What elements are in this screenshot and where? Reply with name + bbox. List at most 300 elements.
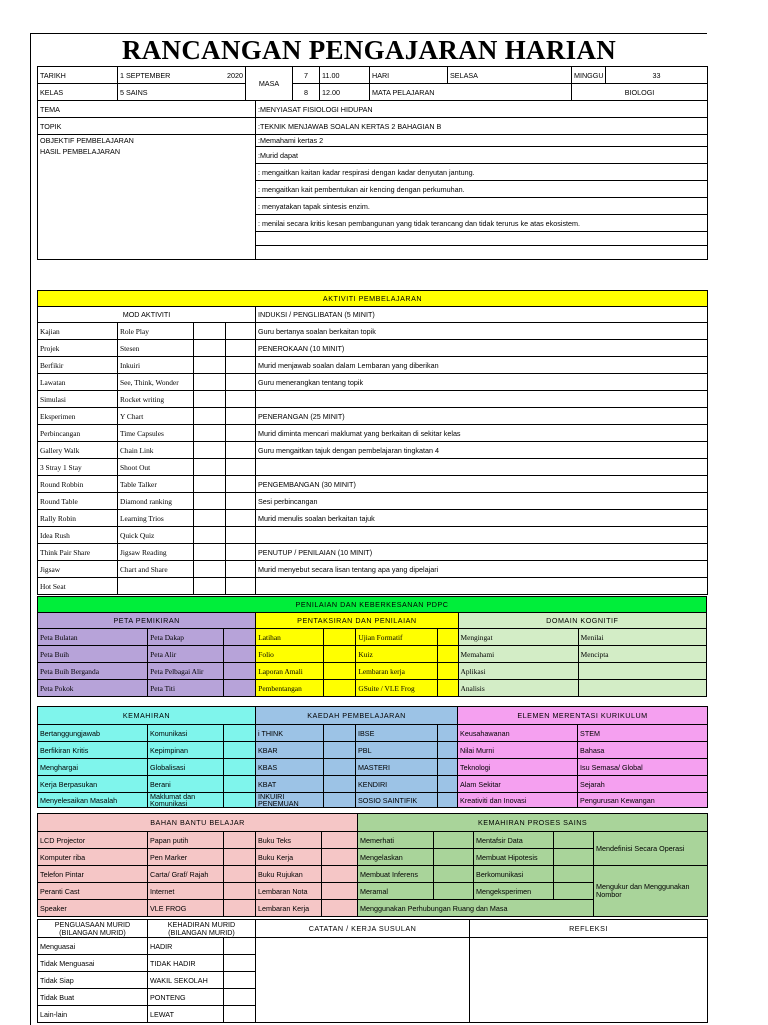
hari-value: SELASA <box>448 67 572 84</box>
mod-aktiviti-blank <box>226 442 256 459</box>
penilaian-row <box>38 663 707 680</box>
topik-value: :TEKNIK MENJAWAB SOALAN KERTAS 2 BAHAGIAN B <box>256 118 708 135</box>
peta-item: Peta Titi <box>148 680 224 697</box>
penilaian-row <box>38 680 707 697</box>
aktiviti-desc: Guru mengaitkan tajuk dengan pembelajaran tingkatan 4 <box>256 442 708 459</box>
peta-blank <box>224 663 256 680</box>
peta-item: Peta Buih Berganda <box>38 663 148 680</box>
refleksi-header: REFLEKSI <box>470 920 708 938</box>
masa-period-1: 7 <box>293 67 320 84</box>
kehadiran-item: TIDAK HADIR <box>148 955 224 972</box>
aktiviti-row <box>38 442 708 459</box>
mod-aktiviti-blank <box>226 527 256 544</box>
peta-item: Peta Buih <box>38 646 148 663</box>
mod-aktiviti-a: Rally Robin <box>38 510 118 527</box>
mod-aktiviti-a: Kajian <box>38 323 118 340</box>
proses-blank <box>434 849 474 866</box>
catatan-area <box>256 938 470 1023</box>
aktiviti-desc: Murid menyebut secara lisan tentang apa yang dipelajari <box>256 561 708 578</box>
pentaksiran-item: Lembaran kerja <box>356 663 438 680</box>
kaedah-item: KBAR <box>256 742 324 759</box>
kemahiran-item: Berfikiran Kritis <box>38 742 148 759</box>
bahan-blank <box>322 849 358 866</box>
peta-item: Peta Dakap <box>148 629 224 646</box>
mod-aktiviti-b: Rocket writing <box>118 391 194 408</box>
bahan-item: Pen Marker <box>148 849 224 866</box>
peta-item: Peta Alir <box>148 646 224 663</box>
bahan-blank <box>224 900 256 917</box>
kaedah-blank <box>324 793 356 808</box>
minggu-label: MINGGU <box>572 67 606 84</box>
mod-aktiviti-blank <box>226 578 256 595</box>
peta-blank <box>224 646 256 663</box>
proses-item: Mengeksperimen <box>474 883 554 900</box>
peta-item: Peta Pokok <box>38 680 148 697</box>
domain-item: Menilai <box>578 629 706 646</box>
hasil-line: : menyatakan tapak sintesis enzim. <box>256 198 708 215</box>
bahan-blank <box>322 832 358 849</box>
hasil-line <box>256 246 708 260</box>
mod-aktiviti-a: 3 Stray 1 Stay <box>38 459 118 476</box>
aktiviti-row <box>38 578 708 595</box>
penguasaan-table <box>37 919 708 1023</box>
mod-aktiviti-blank <box>226 544 256 561</box>
tema-value: :MENYIASAT FISIOLOGI HIDUPAN <box>256 101 708 118</box>
peta-blank <box>224 680 256 697</box>
bahan-table <box>37 813 708 917</box>
kaedah-blank <box>438 759 458 776</box>
mod-aktiviti-blank <box>226 408 256 425</box>
hasil-line: : menilai secara kritis kesan pembangunan yang tidak terancang dan tidak terurus ke atas ekosistem. <box>256 215 708 232</box>
aktiviti-row <box>38 425 708 442</box>
aktiviti-desc: PENEROKAAN (10 MINIT) <box>256 340 708 357</box>
aktiviti-row <box>38 374 708 391</box>
bahan-item: Buku Kerja <box>256 849 322 866</box>
kemahiran-item: Menyelesaikan Masalah <box>38 793 148 808</box>
mod-aktiviti-b: Table Talker <box>118 476 194 493</box>
pentaksiran-item: Folio <box>256 646 324 663</box>
bahan-blank <box>224 832 256 849</box>
mod-aktiviti-a: Gallery Walk <box>38 442 118 459</box>
kaedah-blank <box>324 725 356 742</box>
aktiviti-desc <box>256 391 708 408</box>
mata-pelajaran-label: MATA PELAJARAN <box>370 84 572 101</box>
pentaksiran-item: Latihan <box>256 629 324 646</box>
masa-label: MASA <box>246 67 293 101</box>
bahan-header: BAHAN BANTU BELAJAR <box>38 814 358 832</box>
bahan-blank <box>224 849 256 866</box>
tarikh-label: TARIKH <box>38 67 118 84</box>
aktiviti-row <box>38 323 708 340</box>
info-table <box>37 66 708 101</box>
mod-aktiviti-b: Learning Trios <box>118 510 194 527</box>
tarikh-day: 1 SEPTEMBER <box>120 70 171 80</box>
pentaksiran-header: PENTAKSIRAN DAN PENILAIAN <box>256 613 458 629</box>
elemen-item: Nilai Murni <box>458 742 578 759</box>
proses-header: KEMAHIRAN PROSES SAINS <box>358 814 708 832</box>
domain-item: Analisis <box>458 680 578 697</box>
kemahiran-item: Menghargai <box>38 759 148 776</box>
bahan-item: Lembaran Kerja <box>256 900 322 917</box>
topic-table <box>37 100 708 260</box>
proses-item: Berkomunikasi <box>474 866 554 883</box>
proses-item: Meramal <box>358 883 434 900</box>
proses-blank <box>554 866 594 883</box>
proses-item-mengukur: Mengukur dan Menggunakan Nombor <box>594 866 708 917</box>
penguasaan-row <box>38 938 708 955</box>
kehadiran-header-line: KEHADIRAN MURID <box>167 919 236 929</box>
tema-label: TEMA <box>38 101 256 118</box>
kaedah-item: SOSIO SAINTIFIK <box>356 793 438 808</box>
bahan-row <box>38 866 708 883</box>
mata-pelajaran-value: BIOLOGI <box>572 84 708 101</box>
kaedah-item: KBAS <box>256 759 324 776</box>
bahan-item: Lembaran Nota <box>256 883 322 900</box>
mod-aktiviti-b: See, Think, Wonder <box>118 374 194 391</box>
hasil-line: :Murid dapat <box>256 147 708 164</box>
kemahiran-item: Maklumat dan Komunikasi <box>148 793 224 808</box>
kemahiran-item: Kepimpinan <box>148 742 224 759</box>
proses-blank <box>434 832 474 849</box>
bahan-item: Internet <box>148 883 224 900</box>
catatan-header: CATATAN / KERJA SUSULAN <box>256 920 470 938</box>
kemahiran-blank <box>224 725 256 742</box>
kemahiran-blank <box>224 776 256 793</box>
kemahiran-item: Bertanggungjawab <box>38 725 148 742</box>
mod-aktiviti-blank <box>194 425 226 442</box>
kemahiran-row <box>38 759 708 776</box>
mod-aktiviti-blank <box>194 408 226 425</box>
kemahiran-blank <box>224 759 256 776</box>
penguasaan-item: Tidak Menguasai <box>38 955 148 972</box>
kaedah-blank <box>438 725 458 742</box>
pentaksiran-item: Kuiz <box>356 646 438 663</box>
proses-blank <box>434 866 474 883</box>
pentaksiran-blank <box>438 646 458 663</box>
kehadiran-count <box>224 972 256 989</box>
kehadiran-item: HADIR <box>148 938 224 955</box>
kehadiran-count <box>224 1006 256 1023</box>
mod-aktiviti-b: Chain Link <box>118 442 194 459</box>
elemen-item: Isu Semasa/ Global <box>578 759 708 776</box>
aktiviti-desc: Murid menjawab soalan dalam Lembaran yang diberikan <box>256 357 708 374</box>
aktiviti-row <box>38 340 708 357</box>
kaedah-item: KBAT <box>256 776 324 793</box>
mod-aktiviti-b: Shoot Out <box>118 459 194 476</box>
kehadiran-item: LEWAT <box>148 1006 224 1023</box>
elemen-item: Pengurusan Kewangan <box>578 793 708 808</box>
penguasaan-item: Tidak Buat <box>38 989 148 1006</box>
kehadiran-header-line: (BILANGAN MURID) <box>168 927 235 937</box>
mod-aktiviti-b: Chart and Share <box>118 561 194 578</box>
aktiviti-row <box>38 544 708 561</box>
bahan-blank <box>322 883 358 900</box>
hasil-line <box>256 232 708 246</box>
mod-aktiviti-blank <box>226 357 256 374</box>
mod-aktiviti-header: MOD AKTIVITI <box>38 307 256 323</box>
lesson-plan-document <box>30 33 707 1025</box>
kemahiran-item: Berani <box>148 776 224 793</box>
page-title: RANCANGAN PENGAJARAN HARIAN <box>121 35 617 65</box>
objektif-label: OBJEKTIF PEMBELAJARAN <box>38 135 256 147</box>
mod-aktiviti-b <box>118 578 194 595</box>
bahan-blank <box>224 883 256 900</box>
minggu-value: 33 <box>606 67 708 84</box>
elemen-item: Bahasa <box>578 742 708 759</box>
pentaksiran-blank <box>438 663 458 680</box>
aktiviti-desc: Guru bertanya soalan berkaitan topik <box>256 323 708 340</box>
kemahiran-row <box>38 725 708 742</box>
proses-item-definisi: Mendefinisi Secara Operasi <box>594 832 708 866</box>
domain-item: Aplikasi <box>458 663 578 680</box>
bahan-item: Buku Rujukan <box>256 866 322 883</box>
hasil-label: HASIL PEMBELAJARAN <box>38 147 256 260</box>
pentaksiran-item: Ujian Formatif <box>356 629 438 646</box>
peta-item: Peta Pelbagai Alir <box>148 663 224 680</box>
proses-item: Membuat Hipotesis <box>474 849 554 866</box>
mod-aktiviti-b: Role Play <box>118 323 194 340</box>
elemen-item: Kreativiti dan Inovasi <box>458 793 578 808</box>
proses-blank <box>434 883 474 900</box>
kelas-label: KELAS <box>38 84 118 101</box>
mod-aktiviti-a: Jigsaw <box>38 561 118 578</box>
elemen-item: Sejarah <box>578 776 708 793</box>
hari-cell <box>370 67 448 84</box>
masa-time-2: 12.00 <box>320 84 370 101</box>
mod-aktiviti-blank <box>226 340 256 357</box>
proses-item: Membuat Inferens <box>358 866 434 883</box>
mod-aktiviti-a: Round Table <box>38 493 118 510</box>
mod-aktiviti-a: Think Pair Share <box>38 544 118 561</box>
elemen-header: ELEMEN MERENTASI KURIKULUM <box>458 707 708 725</box>
peta-item: Peta Bulatan <box>38 629 148 646</box>
hasil-line: : mengaitkan kaitan kadar respirasi dengan kadar denyutan jantung. <box>256 164 708 181</box>
kemahiran-item: Globalisasi <box>148 759 224 776</box>
kehadiran-count <box>224 955 256 972</box>
mod-aktiviti-a: Idea Rush <box>38 527 118 544</box>
mod-aktiviti-a: Projek <box>38 340 118 357</box>
mod-aktiviti-a: Perbincangan <box>38 425 118 442</box>
bahan-blank <box>322 900 358 917</box>
penilaian-row <box>38 646 707 663</box>
bahan-item: Buku Teks <box>256 832 322 849</box>
mod-aktiviti-blank <box>226 476 256 493</box>
kehadiran-item: WAKIL SEKOLAH <box>148 972 224 989</box>
domain-item: Mencipta <box>578 646 706 663</box>
bahan-item: Telefon Pintar <box>38 866 148 883</box>
aktiviti-row <box>38 527 708 544</box>
mod-aktiviti-blank <box>194 510 226 527</box>
tarikh-value <box>118 67 246 84</box>
kaedah-item: PBL <box>356 742 438 759</box>
mod-aktiviti-b: Time Capsules <box>118 425 194 442</box>
mod-aktiviti-blank <box>226 425 256 442</box>
kehadiran-header <box>148 920 256 938</box>
aktiviti-desc: Murid diminta mencari maklumat yang berkaitan di sekitar kelas <box>256 425 708 442</box>
mod-aktiviti-b: Stesen <box>118 340 194 357</box>
mod-aktiviti-b: Quick Quiz <box>118 527 194 544</box>
pentaksiran-blank <box>324 663 356 680</box>
kaedah-blank <box>324 759 356 776</box>
pentaksiran-item: GSuite / VLE Frog <box>356 680 438 697</box>
masa-period-2: 8 <box>293 84 320 101</box>
mod-aktiviti-b: Jigsaw Reading <box>118 544 194 561</box>
proses-item: Memerhati <box>358 832 434 849</box>
proses-blank <box>554 849 594 866</box>
aktiviti-desc <box>256 578 708 595</box>
domain-item: Mengingat <box>458 629 578 646</box>
domain-item <box>578 663 706 680</box>
mod-aktiviti-blank <box>194 493 226 510</box>
kehadiran-item: PONTENG <box>148 989 224 1006</box>
mod-aktiviti-a: Lawatan <box>38 374 118 391</box>
aktiviti-row <box>38 510 708 527</box>
penilaian-table <box>37 596 707 697</box>
kaedah-blank <box>324 776 356 793</box>
aktiviti-desc: PENUTUP / PENILAIAN (10 MINIT) <box>256 544 708 561</box>
objektif-value: :Memahami kertas 2 <box>256 135 708 147</box>
kaedah-blank <box>324 742 356 759</box>
mod-aktiviti-blank <box>194 340 226 357</box>
bahan-item: Komputer riba <box>38 849 148 866</box>
topik-label: TOPIK <box>38 118 256 135</box>
penguasaan-header <box>38 920 148 938</box>
kemahiran-item: Kerja Berpasukan <box>38 776 148 793</box>
kemahiran-table <box>37 706 708 808</box>
aktiviti-row <box>38 476 708 493</box>
mod-aktiviti-blank <box>194 357 226 374</box>
mod-aktiviti-blank <box>226 323 256 340</box>
kemahiran-row <box>38 793 708 808</box>
aktiviti-row <box>38 408 708 425</box>
pentaksiran-blank <box>324 680 356 697</box>
mod-aktiviti-a: Hot Seat <box>38 578 118 595</box>
mod-aktiviti-blank <box>194 527 226 544</box>
mod-aktiviti-blank <box>194 561 226 578</box>
elemen-item: Keusahawanan <box>458 725 578 742</box>
elemen-item: Teknologi <box>458 759 578 776</box>
domain-item: Memahami <box>458 646 578 663</box>
peta-pemikiran-header: PETA PEMIKIRAN <box>38 613 256 629</box>
bahan-item: LCD Projector <box>38 832 148 849</box>
aktiviti-row <box>38 357 708 374</box>
mod-aktiviti-blank <box>226 493 256 510</box>
mod-aktiviti-blank <box>226 561 256 578</box>
bahan-item: Peranti Cast <box>38 883 148 900</box>
mod-aktiviti-a: Simulasi <box>38 391 118 408</box>
kemahiran-item: Komunikasi <box>148 725 224 742</box>
mod-aktiviti-a: Eksperimen <box>38 408 118 425</box>
pentaksiran-blank <box>324 629 356 646</box>
bahan-item: Papan putih <box>148 832 224 849</box>
mod-aktiviti-a: Round Robbin <box>38 476 118 493</box>
penguasaan-header-line: PENGUASAAN MURID <box>54 919 131 929</box>
kehadiran-count <box>224 938 256 955</box>
penguasaan-item: Tidak Siap <box>38 972 148 989</box>
kaedah-item: IBSE <box>356 725 438 742</box>
tarikh-year: 2020 <box>227 70 243 80</box>
penguasaan-item: Lain-lain <box>38 1006 148 1023</box>
kehadiran-count <box>224 989 256 1006</box>
aktiviti-row <box>38 561 708 578</box>
bahan-blank <box>224 866 256 883</box>
mod-aktiviti-blank <box>194 374 226 391</box>
mod-aktiviti-blank <box>194 476 226 493</box>
proses-item: Menggunakan Perhubungan Ruang dan Masa <box>358 900 594 917</box>
pentaksiran-item: Pembentangan <box>256 680 324 697</box>
mod-aktiviti-blank <box>226 510 256 527</box>
mod-aktiviti-blank <box>226 391 256 408</box>
penilaian-header: PENILAIAN DAN KEBERKESANAN PDPC <box>38 597 707 613</box>
mod-aktiviti-b: Y Chart <box>118 408 194 425</box>
kemahiran-header: KEMAHIRAN <box>38 707 256 725</box>
elemen-item: Alam Sekitar <box>458 776 578 793</box>
mod-aktiviti-blank <box>194 442 226 459</box>
aktiviti-row <box>38 493 708 510</box>
kaedah-header: KAEDAH PEMBELAJARAN <box>256 707 458 725</box>
kaedah-item: i THINK <box>256 725 324 742</box>
kaedah-blank <box>438 793 458 808</box>
proses-item: Mentafsir Data <box>474 832 554 849</box>
proses-blank <box>554 883 594 900</box>
pentaksiran-blank <box>324 646 356 663</box>
bahan-item: VLE FROG <box>148 900 224 917</box>
aktiviti-desc: Guru menerangkan tentang topik <box>256 374 708 391</box>
elemen-item: STEM <box>578 725 708 742</box>
kemahiran-blank <box>224 793 256 808</box>
kaedah-item: KENDIRI <box>356 776 438 793</box>
kaedah-item: INKUIRI PENEMUAN <box>256 793 324 808</box>
mod-aktiviti-blank <box>194 323 226 340</box>
aktiviti-row <box>38 459 708 476</box>
refleksi-area <box>470 938 708 1023</box>
penguasaan-header-line: (BILANGAN MURID) <box>59 927 126 937</box>
aktiviti-desc: Murid menulis soalan berkaitan tajuk <box>256 510 708 527</box>
bahan-item: Carta/ Graf/ Rajah <box>148 866 224 883</box>
mod-aktiviti-blank <box>194 578 226 595</box>
mod-aktiviti-blank <box>194 544 226 561</box>
mod-aktiviti-b: Diamond ranking <box>118 493 194 510</box>
kemahiran-row <box>38 742 708 759</box>
domain-kognitif-header: DOMAIN KOGNITIF <box>458 613 707 629</box>
aktiviti-desc: PENGEMBANGAN (30 MINIT) <box>256 476 708 493</box>
kelas-value: 5 SAINS <box>118 84 246 101</box>
mod-aktiviti-blank <box>226 374 256 391</box>
kaedah-blank <box>438 776 458 793</box>
aktiviti-desc <box>256 459 708 476</box>
pentaksiran-item: Laporan Amali <box>256 663 324 680</box>
aktiviti-table <box>37 290 708 595</box>
bahan-blank <box>322 866 358 883</box>
penguasaan-item: Menguasai <box>38 938 148 955</box>
aktiviti-desc: PENERANGAN (25 MINIT) <box>256 408 708 425</box>
aktiviti-desc: INDUKSI / PENGLIBATAN (5 MINIT) <box>256 307 708 323</box>
penilaian-row <box>38 629 707 646</box>
kemahiran-blank <box>224 742 256 759</box>
proses-item: Mengelaskan <box>358 849 434 866</box>
masa-time-1: 11.00 <box>320 67 370 84</box>
bahan-row <box>38 832 708 849</box>
aktiviti-row <box>38 391 708 408</box>
mod-aktiviti-b: Inkuiri <box>118 357 194 374</box>
hari-label: HARI <box>372 70 390 80</box>
pentaksiran-blank <box>438 680 458 697</box>
mod-aktiviti-blank <box>194 459 226 476</box>
hasil-line: : mengaitkan kait pembentukan air kencing dengan perkumuhan. <box>256 181 708 198</box>
aktiviti-desc <box>256 527 708 544</box>
mod-aktiviti-blank <box>226 459 256 476</box>
pentaksiran-blank <box>438 629 458 646</box>
